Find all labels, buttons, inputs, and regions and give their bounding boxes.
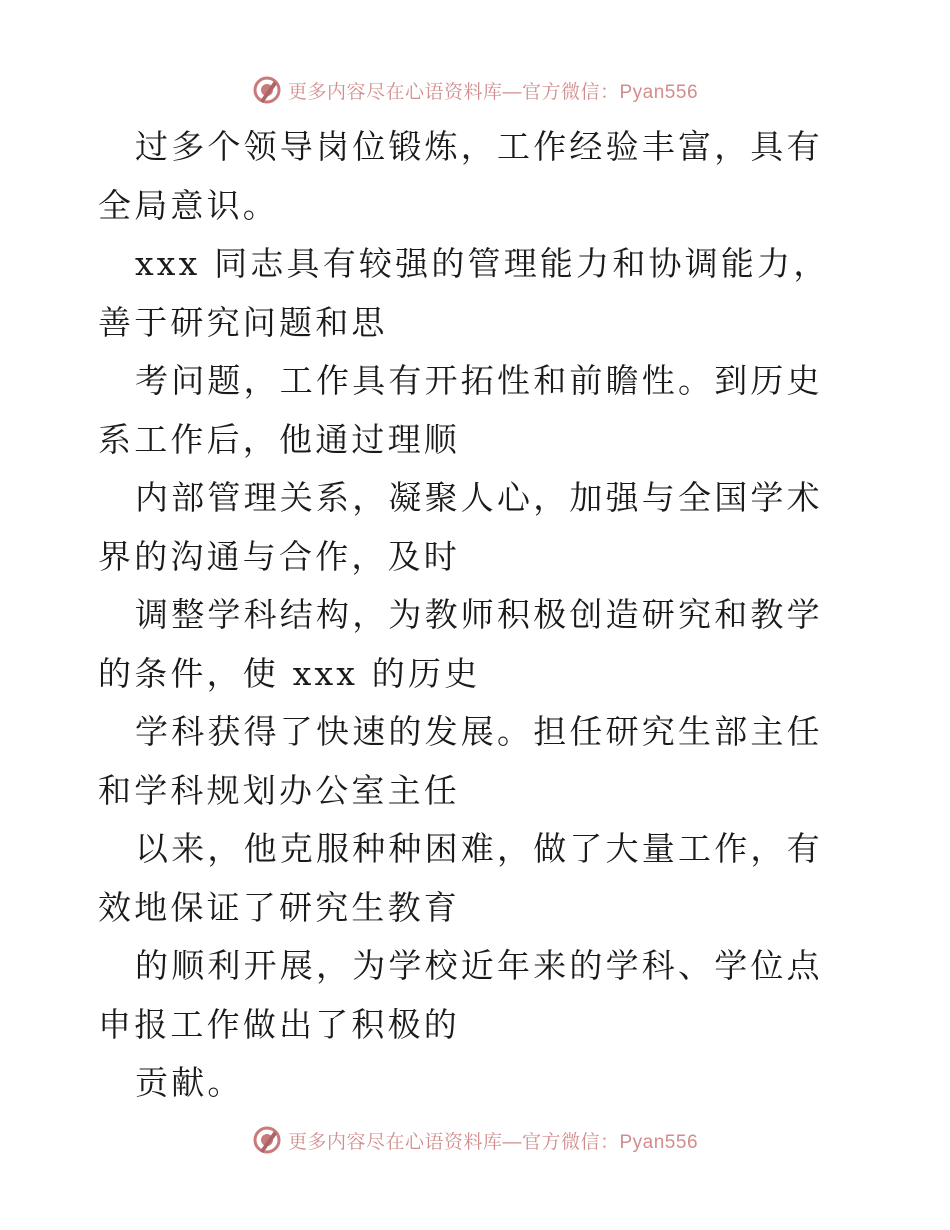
- paragraph: 贡献。: [135, 1063, 244, 1102]
- watermark-contact: —官方微信：Pyan556: [502, 81, 699, 103]
- watermark-contact: —官方微信：Pyan556: [502, 1131, 699, 1153]
- document-body: [98, 118, 858, 1113]
- paragraph: 学科获得了快速的发展。担任研究生部主任和学科规划办公室主任: [98, 712, 823, 810]
- paragraph: 考问题，工作具有开拓性和前瞻性。到历史系工作后，他通过理顺: [98, 361, 823, 459]
- red-pen-logo-icon: [252, 1125, 282, 1155]
- paragraph: 调整学科结构，为教师积极创造研究和教学的条件，使 xxx 的历史: [98, 595, 823, 693]
- red-pen-logo-icon: [252, 75, 282, 105]
- paragraph: 的顺利开展，为学校近年来的学科、学位点申报工作做出了积极的: [98, 946, 823, 1044]
- paragraph: xxx 同志具有较强的管理能力和协调能力，善于研究问题和思: [98, 244, 830, 342]
- paragraph: 过多个领导岗位锻炼，工作经验丰富，具有全局意识。: [98, 127, 823, 225]
- watermark-site-name: 更多内容尽在心语资料库: [287, 1130, 503, 1153]
- header-watermark: [0, 70, 950, 110]
- footer-watermark: [0, 1120, 950, 1160]
- paragraph: 内部管理关系，凝聚人心，加强与全国学术界的沟通与合作，及时: [98, 478, 823, 576]
- paragraph: 以来，他克服种种困难，做了大量工作，有效地保证了研究生教育: [98, 829, 823, 927]
- watermark-site-name: 更多内容尽在心语资料库: [287, 80, 503, 103]
